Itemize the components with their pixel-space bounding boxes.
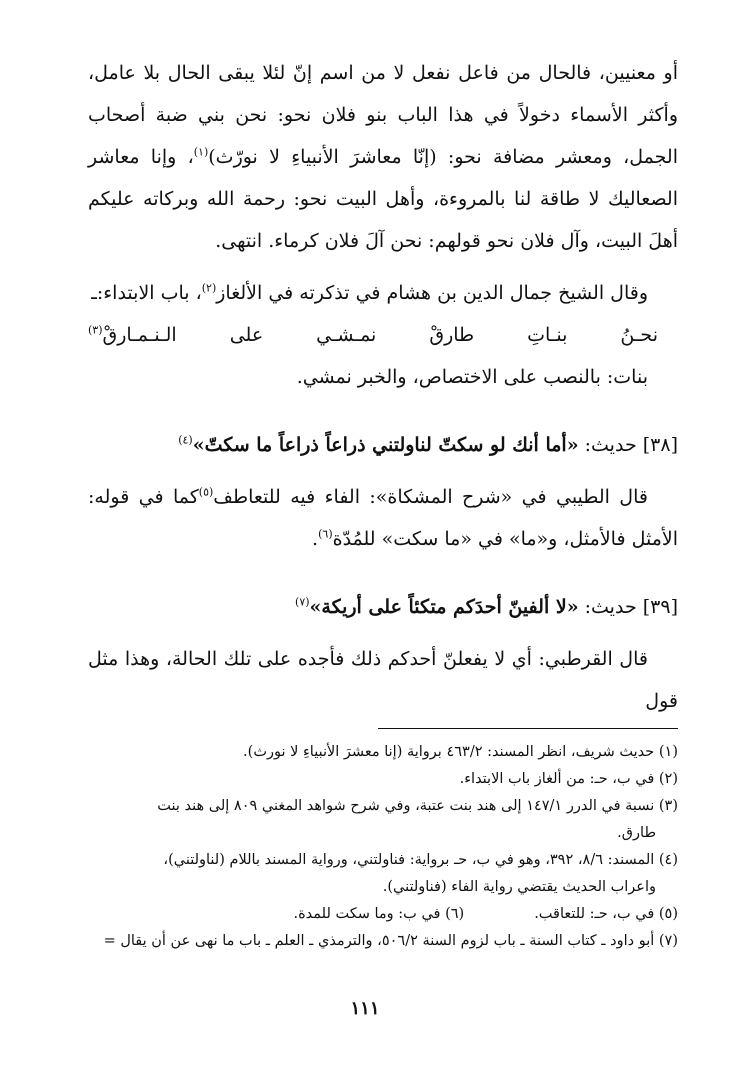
footnote-2: (٢) في ب، حـ: من ألغاز باب الابتداء. (459, 771, 678, 787)
footnote-ref-5: (٥) (198, 485, 214, 499)
verse-word: على (229, 324, 264, 346)
verse-word: الـنـمـارقْ (102, 324, 177, 346)
footnote-ref-3: (٣) (88, 323, 103, 337)
hadith-heading-39 (88, 586, 678, 628)
hadith-text-39: «لا ألفينّ أحدَكم متكئاً على أريكة» (309, 596, 579, 618)
footnote-4: (٤) المسند: ٨/٦، ٣٩٢، وهو في ب، حـ برواية: فناولتني، ورواية المسند باللام (لناولتني)، (163, 852, 678, 868)
hadith-heading-38 (88, 424, 678, 466)
paragraph-2-text: وقال الشيخ جمال الدين بن هشام في تذكرته في الألغاز (216, 282, 648, 304)
paragraph-5: قال القرطبي: أي لا يفعلنّ أحدكم ذلك فأجده على تلك الحالة، وهذا مثل قول (88, 648, 678, 712)
paragraph-1-rest: ، وإنا معاشر الصعاليك لا طاقة لنا بالمروءة، وأهل البيت نحو: رحمة الله وبركاته عليكم أهلَ البيت، وآل فلان نحو قولهم: نحن آلَ فلان كرماء. انتهى. (88, 146, 678, 252)
hadith-text-38: «أما أنك لو سكتّ لناولتني ذراعاً ذراعاً ما سكتّ» (192, 434, 579, 456)
verse-word: نحـنُ (620, 324, 658, 346)
footnote-ref-7: (٧) (295, 595, 310, 609)
paragraph-4 (88, 476, 678, 560)
paragraph-1-text: أو معنيين، فالحال من فاعل نفعل لا من اسم إنّ لئلا يبقى الحال بلا عامل، وأكثر الأسماء دخولاً في هذا الباب بنو فلان نحو: نحن بني ضبة أصحاب الجمل، ومعشر مضافة نحو: (إنّا معاشرَ الأنبياءِ لا نورّث) (88, 62, 679, 168)
footnote-ref-4: (٤) (178, 433, 193, 447)
paragraph-4-text-b: كما في قوله: الأمثل فالأمثل، و«ما» في «ما سكت» للمُدّة (88, 486, 678, 550)
footnote-6: (٦) في ب: وما سكت للمدة. (293, 906, 465, 922)
footnote-3-continued: طارق. (617, 825, 656, 841)
verse-word: طارقْ (429, 324, 475, 346)
footnote-ref-1: (١) (193, 145, 209, 159)
footnote-ref-6: (٦) (318, 527, 333, 541)
footnote-1: (١) حديث شريف، انظر المسند: ٤٦٣/٢ برواية (إنا معشرَ الأنبياءِ لا نورث). (243, 744, 678, 760)
footnotes (88, 739, 678, 955)
page-number: ١١١ (350, 998, 380, 1019)
paragraph-4-text: قال الطيبي في «شرح المشكاة»: الفاء فيه للتعاطف (213, 486, 648, 508)
footnote-ref-2: (٢) (201, 281, 217, 295)
poetry-verse (88, 314, 678, 356)
paragraph-4-end: . (312, 528, 319, 550)
paragraph-2 (88, 272, 678, 314)
footnote-5: (٥) في ب، حـ: للتعاقب. (534, 906, 678, 922)
footnote-7: (٧) أبو داود ـ كتاب السنة ـ باب لزوم السنة ٥٠٦/٢، والترمذي ـ العلم ـ باب ما نهى عن أن يقال = (103, 933, 678, 949)
page-body (88, 52, 678, 1052)
hadith-number-38: [٣٨] حديث: (584, 434, 678, 456)
verse-word: نمـشـي (316, 324, 377, 346)
paragraph-2-rest: ، باب الابتداء:ـ (91, 282, 202, 304)
footnotes-5-6 (88, 901, 678, 928)
footnote-4-continued: واعراب الحديث يقتضي رواية الفاء (فناولتني). (382, 879, 656, 895)
verse-word: بنـاتِ (527, 324, 568, 346)
footnote-3: (٣) نسبة في الدرر ١٤٧/١ إلى هند بنت عتبة، وفي شرح شواهد المغني ٨٠٩ إلى هند بنت (157, 798, 678, 814)
footnote-divider (378, 728, 678, 729)
verse-last-word (88, 314, 177, 356)
paragraph-3: بنات: بالنصب على الاختصاص، والخبر نمشي. (296, 366, 648, 388)
paragraph-1 (88, 52, 678, 262)
hadith-number-39: [٣٩] حديث: (584, 596, 678, 618)
